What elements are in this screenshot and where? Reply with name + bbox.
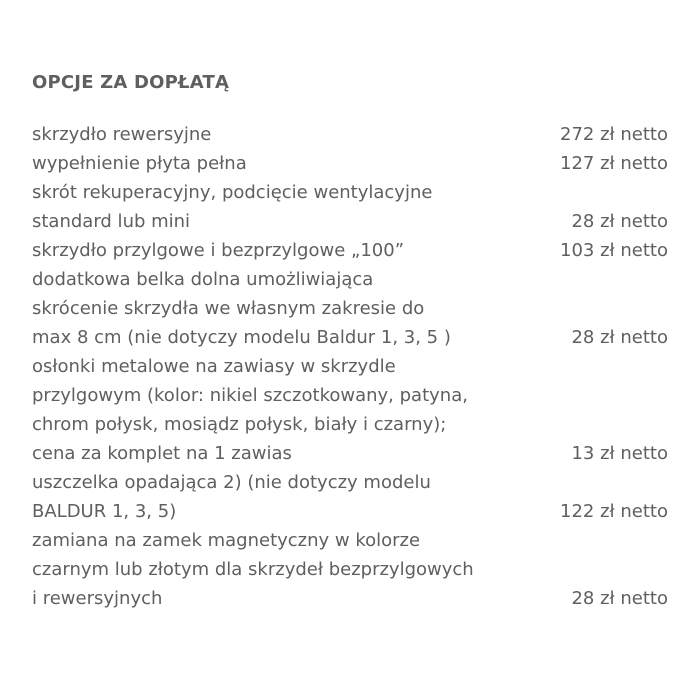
option-description: i rewersyjnych [32, 588, 163, 609]
option-row [32, 526, 668, 613]
option-price: 28 zł netto [571, 588, 668, 609]
option-price: 122 zł netto [560, 501, 668, 522]
option-description: wypełnienie płyta pełna [32, 153, 247, 174]
option-row [32, 178, 668, 236]
option-description: przylgowym (kolor: nikiel szczotkowany, patyna, [32, 385, 468, 406]
option-row [32, 468, 668, 526]
option-description: osłonki metalowe na zawiasy w skrzydle [32, 356, 396, 377]
option-row [32, 236, 668, 265]
option-row [32, 352, 668, 468]
option-price: 127 zł netto [560, 153, 668, 174]
option-description: max 8 cm (nie dotyczy modelu Baldur 1, 3, 5 ) [32, 327, 451, 348]
option-description: skrzydło rewersyjne [32, 124, 212, 145]
option-description: standard lub mini [32, 211, 191, 232]
option-price: 103 zł netto [560, 240, 668, 261]
option-description: BALDUR 1, 3, 5) [32, 501, 177, 522]
option-description: chrom połysk, mosiądz połysk, biały i czarny); [32, 414, 447, 435]
option-description: dodatkowa belka dolna umożliwiająca [32, 269, 374, 290]
option-description: czarnym lub złotym dla skrzydeł bezprzylgowych [32, 559, 474, 580]
option-price: 13 zł netto [571, 443, 668, 464]
option-description: skrzydło przylgowe i bezprzylgowe „100” [32, 240, 405, 261]
option-row [32, 120, 668, 149]
option-description: zamiana na zamek magnetyczny w kolorze [32, 530, 421, 551]
option-description: uszczelka opadająca 2) (nie dotyczy modelu [32, 472, 431, 493]
option-row [32, 265, 668, 352]
option-price: 28 zł netto [571, 211, 668, 232]
option-description: skrócenie skrzydła we własnym zakresie do [32, 298, 425, 319]
option-description: cena za komplet na 1 zawias [32, 443, 292, 464]
option-description: skrót rekuperacyjny, podcięcie wentylacyjne [32, 182, 433, 203]
options-list [32, 120, 668, 613]
option-price: 28 zł netto [571, 327, 668, 348]
section-title: OPCJE ZA DOPŁATĄ [32, 72, 230, 93]
option-row [32, 149, 668, 178]
option-price: 272 zł netto [560, 124, 668, 145]
